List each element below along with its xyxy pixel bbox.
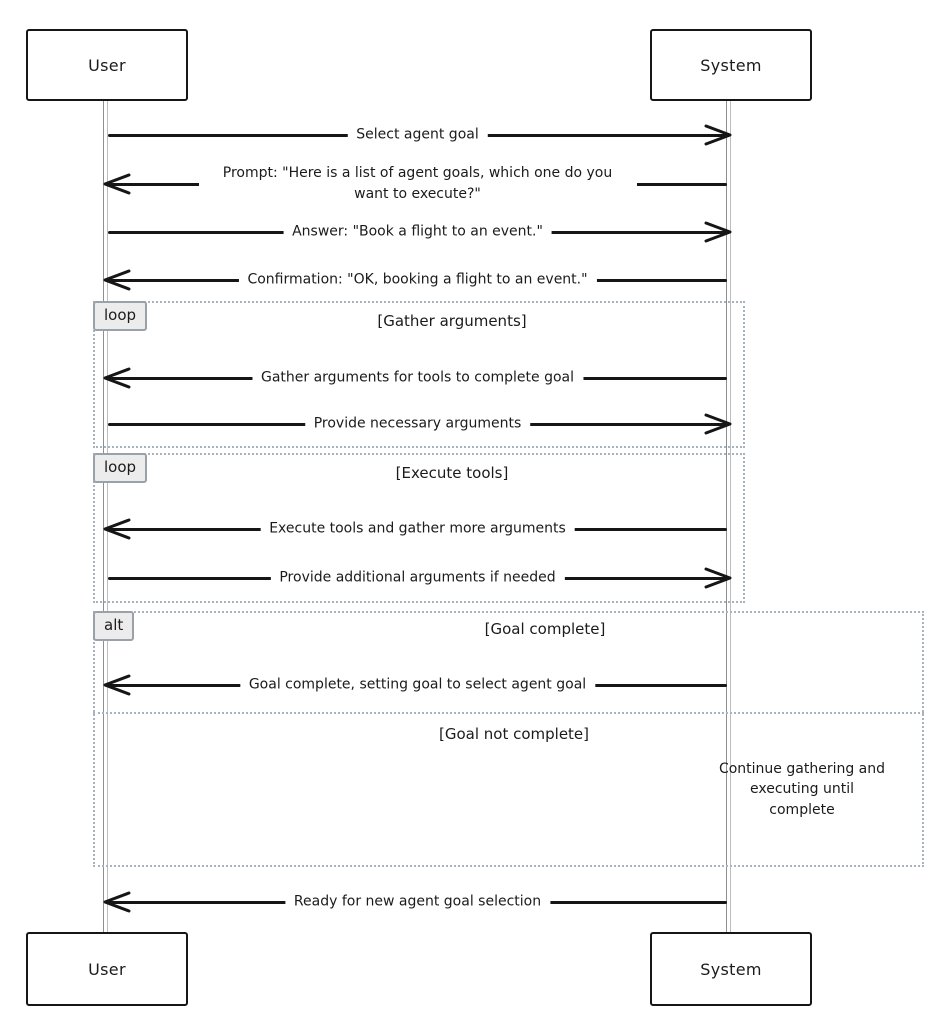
message-label: Ready for new agent goal selection: [285, 891, 550, 914]
alt-else-title: [Goal not complete]: [438, 725, 590, 743]
arrowhead-left-icon: [102, 673, 132, 697]
actor-user-bottom: User: [26, 932, 188, 1006]
arrowhead-left-icon: [102, 890, 132, 914]
actor-system-bottom: System: [650, 932, 812, 1006]
message-label: Goal complete, setting goal to select agent goal: [240, 674, 595, 697]
message-ready-for-new-goal: [106, 884, 729, 920]
arrowhead-left-icon: [102, 172, 132, 196]
message-label: Gather arguments for tools to complete goal: [252, 367, 583, 390]
message-execute-tools: [106, 511, 729, 547]
arrowhead-right-icon: [703, 412, 733, 436]
message-provide-additional-arguments: [106, 560, 729, 596]
fragment-tag-alt: alt: [93, 611, 134, 641]
message-prompt-goal-list: [106, 166, 729, 202]
message-label: Confirmation: "OK, booking a flight to an event.": [238, 269, 596, 292]
message-select-agent-goal: [106, 117, 729, 153]
message-provide-arguments: [106, 406, 729, 442]
message-gather-arguments: [106, 360, 729, 396]
arrowhead-left-icon: [102, 517, 132, 541]
message-label: Execute tools and gather more arguments: [260, 518, 575, 541]
fragment-title: [Gather arguments]: [377, 312, 527, 330]
message-goal-complete: [106, 667, 729, 703]
arrowhead-right-icon: [703, 220, 733, 244]
arrowhead-left-icon: [102, 268, 132, 292]
arrowhead-right-icon: [703, 123, 733, 147]
message-answer-book-flight: [106, 214, 729, 250]
fragment-tag-loop: loop: [93, 453, 147, 483]
alt-fragment-goal-complete: [93, 611, 924, 867]
fragment-title: [Execute tools]: [395, 464, 509, 482]
message-label: Provide additional arguments if needed: [270, 567, 564, 590]
message-label: Provide necessary arguments: [305, 413, 531, 436]
actor-user-top: User: [26, 29, 188, 101]
fragment-tag-loop: loop: [93, 301, 147, 331]
message-confirmation-booking: [106, 262, 729, 298]
arrowhead-left-icon: [102, 366, 132, 390]
message-label: Answer: "Book a flight to an event.": [283, 221, 552, 244]
alt-note-continue: Continue gathering and executing until complete: [718, 761, 886, 818]
message-label: Prompt: "Here is a list of agent goals, which one do you want to execute?": [199, 162, 637, 206]
actor-system-top: System: [650, 29, 812, 101]
message-label: Select agent goal: [347, 124, 487, 147]
alt-divider: [93, 712, 924, 714]
fragment-title: [Goal complete]: [484, 620, 606, 638]
arrowhead-right-icon: [703, 566, 733, 590]
